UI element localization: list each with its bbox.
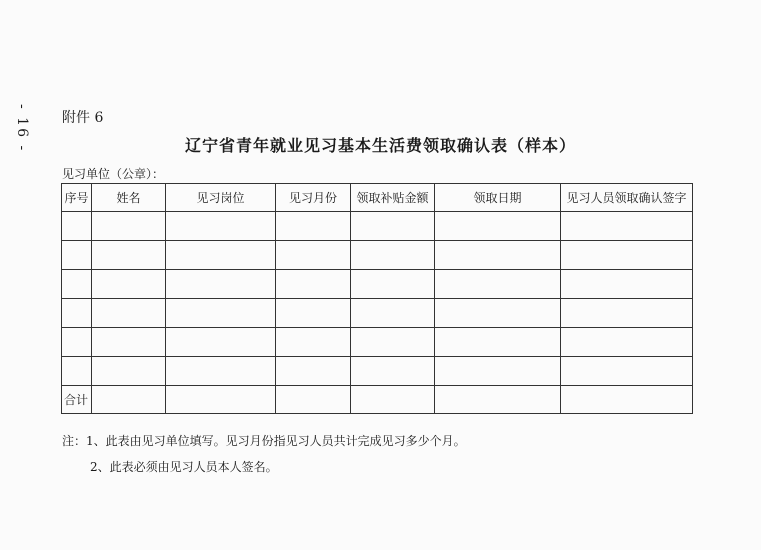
table-cell <box>351 357 435 386</box>
table-cell <box>92 241 166 270</box>
table-cell <box>166 386 276 414</box>
table-cell <box>166 328 276 357</box>
unit-label: 见习单位（公章）： <box>62 167 165 181</box>
table-cell <box>435 270 561 299</box>
table-cell <box>92 328 166 357</box>
table-cell <box>92 270 166 299</box>
table-cell <box>62 212 92 241</box>
header-months: 见习月份 <box>276 184 351 212</box>
table-cell <box>92 357 166 386</box>
table-cell <box>92 386 166 414</box>
table-cell <box>351 241 435 270</box>
table-row <box>62 270 693 299</box>
table-cell <box>435 241 561 270</box>
table-cell <box>276 328 351 357</box>
table-cell <box>62 270 92 299</box>
header-date: 领取日期 <box>435 184 561 212</box>
confirmation-table <box>61 183 693 414</box>
header-name: 姓名 <box>92 184 166 212</box>
table-cell <box>435 386 561 414</box>
notes <box>62 428 466 480</box>
table-cell <box>276 299 351 328</box>
note-1: 注：1、此表由见习单位填写。见习月份指见习人员共计完成见习多少个月。 <box>62 434 466 448</box>
note-2: 2、此表必须由见习人员本人签名。 <box>90 460 278 474</box>
table-cell <box>435 357 561 386</box>
table-cell <box>276 241 351 270</box>
page-number: - 16 - <box>14 104 30 153</box>
table-row <box>62 241 693 270</box>
table-cell <box>561 270 693 299</box>
table-row <box>62 357 693 386</box>
header-index: 序号 <box>62 184 92 212</box>
table-cell <box>561 212 693 241</box>
total-label: 合计 <box>62 386 92 414</box>
table-cell <box>62 241 92 270</box>
table-cell <box>92 212 166 241</box>
table-cell <box>561 241 693 270</box>
attachment-label: 附件 6 <box>62 110 104 126</box>
table-cell <box>435 328 561 357</box>
table-cell <box>276 270 351 299</box>
table-cell <box>561 386 693 414</box>
table-cell <box>276 386 351 414</box>
table-row <box>62 328 693 357</box>
table-cell <box>351 299 435 328</box>
table-cell <box>435 212 561 241</box>
table-row <box>62 299 693 328</box>
table-cell <box>276 212 351 241</box>
table-row <box>62 212 693 241</box>
table-cell <box>561 328 693 357</box>
table-cell <box>62 357 92 386</box>
table-cell <box>561 299 693 328</box>
table-body <box>62 212 693 414</box>
table-cell <box>166 357 276 386</box>
total-row <box>62 386 693 414</box>
document-title: 辽宁省青年就业见习基本生活费领取确认表（样本） <box>184 136 576 155</box>
table-cell <box>166 270 276 299</box>
header-amount: 领取补贴金额 <box>351 184 435 212</box>
table-cell <box>166 299 276 328</box>
table-cell <box>92 299 166 328</box>
header-position: 见习岗位 <box>166 184 276 212</box>
table-cell <box>166 241 276 270</box>
table-cell <box>435 299 561 328</box>
table-cell <box>166 212 276 241</box>
table-cell <box>62 328 92 357</box>
table-cell <box>62 299 92 328</box>
table-cell <box>351 212 435 241</box>
table-cell <box>351 270 435 299</box>
table-cell <box>276 357 351 386</box>
table-cell <box>351 328 435 357</box>
header-signature: 见习人员领取确认签字 <box>561 184 693 212</box>
table-cell <box>561 357 693 386</box>
table-header-row <box>62 184 693 212</box>
table-cell <box>351 386 435 414</box>
